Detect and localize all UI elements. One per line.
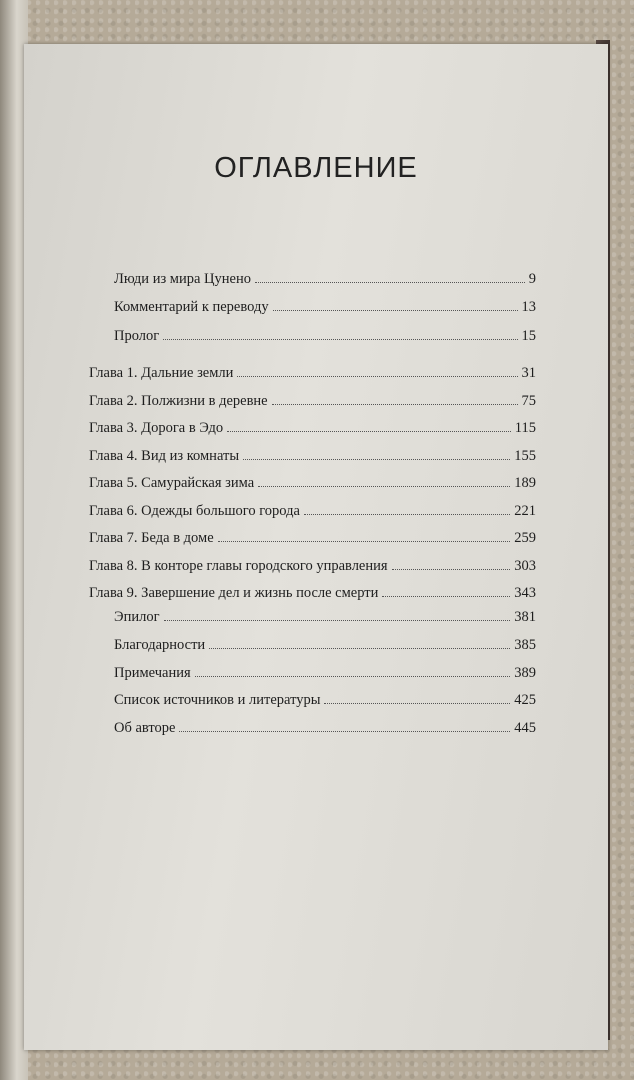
dot-leader [218,541,511,542]
toc-entry-page: 13 [521,299,536,316]
dot-leader [179,731,510,732]
toc-entry-page: 389 [514,664,536,681]
toc-entry-page: 303 [514,557,536,574]
toc-entry-title: Примечания [114,664,191,681]
toc-entry-title: Список источников и литературы [114,692,321,709]
toc-entry-page: 189 [514,475,536,491]
toc-entry [89,470,536,492]
toc-entry [89,580,536,602]
toc-entry [89,443,536,465]
toc-entry-title: Глава 6. Одежды большого города [89,502,300,519]
toc-entry-page: 221 [514,502,536,519]
toc-entry [114,604,536,626]
dot-leader [243,459,510,460]
toc-entry-title: Благодарности [114,636,206,653]
toc-entry-title: Глава 2. Полжизни в деревне [89,392,268,409]
toc-entry [114,323,536,345]
dot-leader [258,486,510,487]
dot-leader [272,404,518,405]
toc-entry [114,294,536,316]
toc-entry-page: 385 [514,636,536,653]
toc-entry-title: Эпилог [114,609,160,625]
toc-entry-page: 381 [514,609,536,625]
dot-leader [209,648,510,649]
dot-leader [382,596,510,597]
dot-leader [195,676,511,677]
toc-entry [89,415,536,437]
toc-entry [114,687,536,709]
toc-entry-title: Глава 8. В конторе главы городского управления [89,557,388,574]
toc-entry-title: Люди из мира Цунено [114,271,251,287]
toc-entry [89,498,536,520]
dot-leader [163,339,517,340]
dot-leader [255,282,525,283]
toc-entry-title: Комментарий к переводу [114,299,269,316]
toc-entry [89,388,536,410]
toc-entry-page: 31 [521,365,536,381]
dot-leader [392,569,511,570]
toc-entry-page: 425 [514,692,536,709]
toc-entry-title: Пролог [114,327,160,344]
toc-entry-page: 259 [514,530,536,546]
toc-entry-page: 155 [514,447,536,464]
toc-entry [89,525,536,547]
toc-entry-title: Глава 5. Самурайская зима [89,475,255,491]
toc-entry-page: 115 [514,420,536,436]
dot-leader [273,310,518,311]
dot-leader [227,431,511,432]
toc-entry-page: 343 [514,585,536,601]
dot-leader [164,620,511,621]
toc-entry-title: Глава 1. Дальние земли [89,365,234,381]
toc-entry-title: Глава 9. Завершение дел и жизнь после смерти [89,585,379,601]
toc-entry [114,715,536,737]
page-title: ОГЛАВЛЕНИЕ [214,152,418,184]
toc-entry [114,266,536,288]
toc-entry [89,553,536,575]
dot-leader [237,376,517,377]
dot-leader [324,703,510,704]
toc-entry-title: Глава 4. Вид из комнаты [89,447,240,464]
toc-entry-page: 15 [521,327,536,344]
toc-entry-title: Глава 7. Беда в доме [89,530,214,546]
toc-entry [114,632,536,654]
toc-entry [89,360,536,382]
toc-entry-page: 75 [521,392,536,409]
book-page [24,44,608,1050]
toc-entry [114,660,536,682]
toc-entry-title: Глава 3. Дорога в Эдо [89,420,224,436]
toc-entry-title: Об авторе [114,720,176,737]
toc-entry-page: 9 [528,271,536,287]
dot-leader [304,514,510,515]
toc-entry-page: 445 [514,720,536,737]
